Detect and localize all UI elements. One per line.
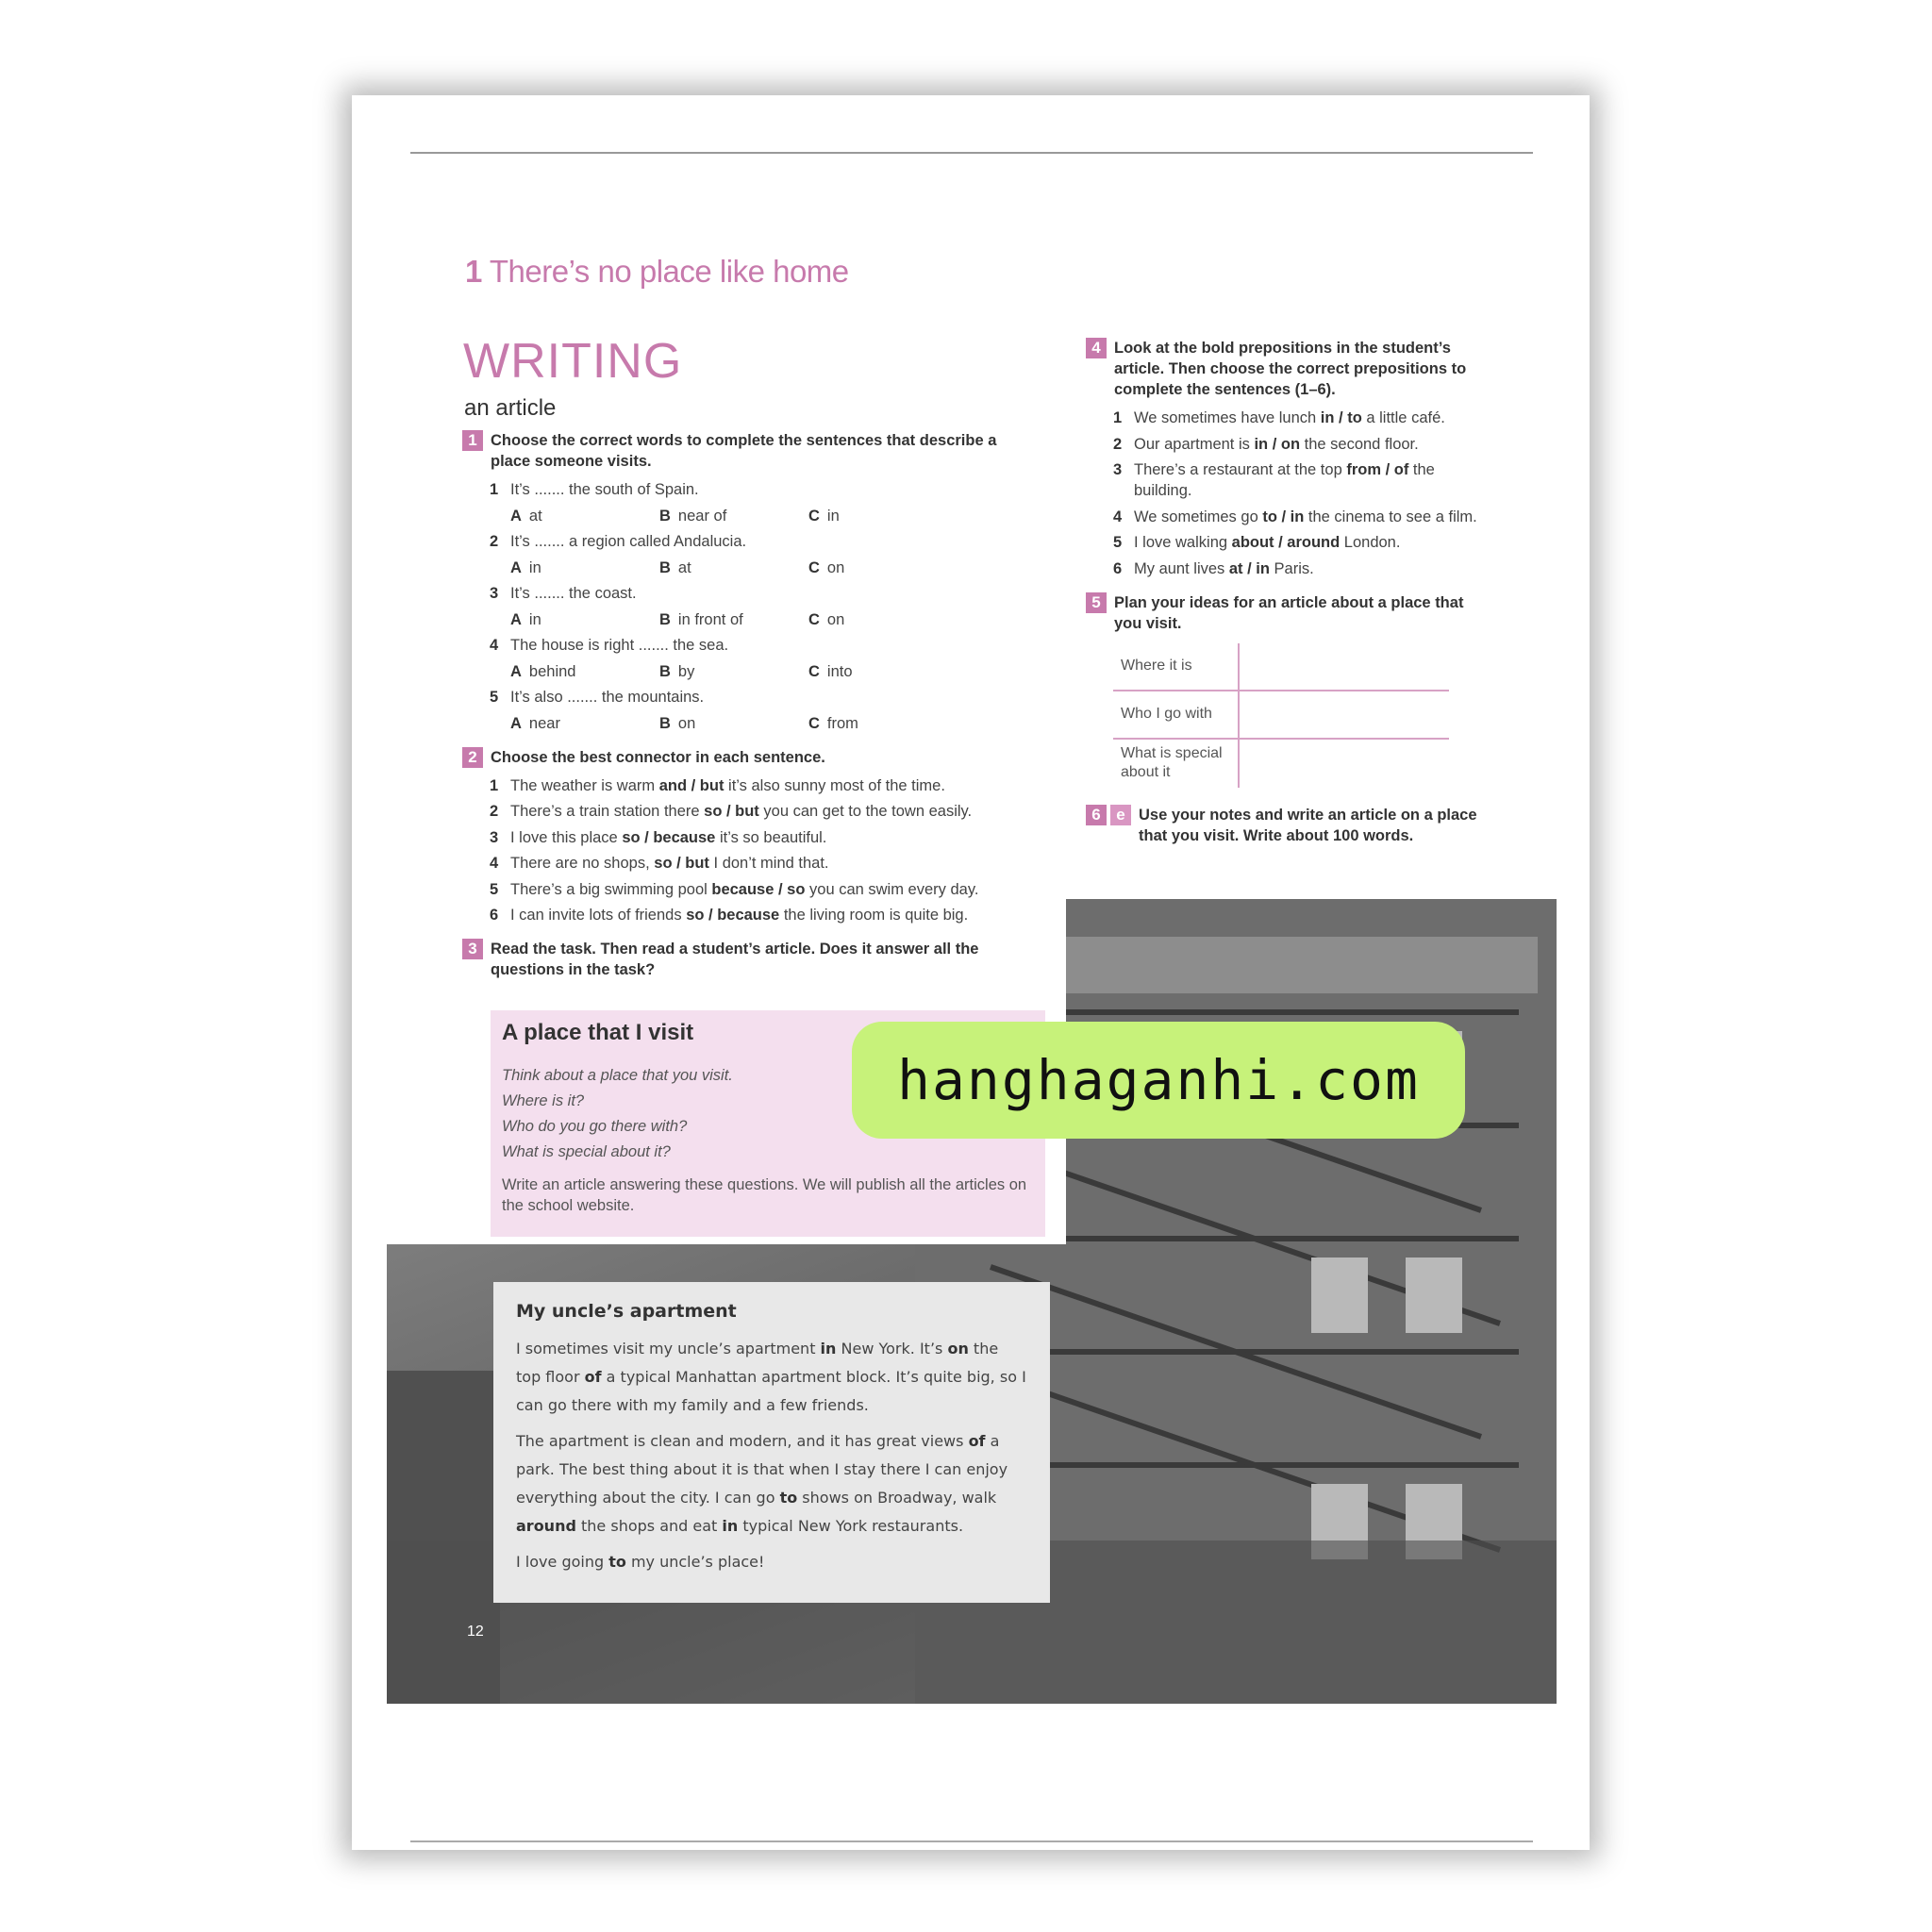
choice-words[interactable]: in / to [1320,409,1362,426]
choice-words[interactable]: to / in [1262,508,1305,525]
article-paragraph: The apartment is clean and modern, and it has great views of a park. The best thing about it is that when I stay there I can enjoy everything about the city. I can go to shows on Broadway, walk around the shops and eat in typical New York restaurants. [516,1432,1008,1535]
exercise-5 [1086,592,1482,788]
answer-option[interactable] [510,506,659,526]
task-instruction: Write an article answering these questions. We will publish all the articles on the school website. [502,1176,1027,1214]
answer-option[interactable] [510,661,659,682]
choice-words[interactable]: at / in [1228,559,1270,577]
sentence-row [1113,558,1482,579]
exercise-6 [1086,805,1482,846]
item-number: 4 [490,855,499,872]
item-number: 1 [490,776,499,794]
answer-option[interactable] [808,661,958,682]
exercise-5-instruction: Plan your ideas for an article about a place that you visit. [1114,593,1464,632]
bold-preposition: in [722,1517,739,1535]
option-letter: B [659,507,671,525]
option-text: near of [677,507,727,525]
option-text: on [826,610,845,628]
option-letter: B [659,714,671,732]
exercise-number-4: 4 [1086,338,1107,358]
sentence-text: There are no shops, so / but I don’t mind that. [510,855,829,872]
plan-table [1113,643,1449,788]
sentence-row [1113,507,1482,527]
task-question: What is special about it? [502,1143,671,1160]
plan-label: Who I go with [1113,691,1240,738]
option-text: near [528,714,560,732]
plan-row [1113,691,1449,740]
answer-options [490,506,1009,526]
choice-words[interactable]: about / around [1231,534,1341,551]
option-letter: A [510,662,522,680]
option-text: on [677,714,696,732]
question-row [490,583,1009,604]
answer-option[interactable] [659,661,808,682]
item-number: 4 [490,637,499,654]
sentence-text: The weather is warm and / but it’s also sunny most of the time. [510,776,945,794]
item-number: 3 [490,828,499,846]
sentence-row [490,879,1009,900]
section-title: WRITING [463,334,683,389]
section-subtitle: an article [464,395,557,421]
answer-option[interactable] [659,506,808,526]
article-paragraph: I sometimes visit my uncle’s apartment in New York. It’s on the top floor of a typical Manhattan apartment block. It’s quite big, so I can go there with my family and a few friends. [516,1340,1026,1414]
plan-answer-cell[interactable] [1240,691,1449,738]
item-text: It’s ....... the coast. [510,585,637,602]
unit-number: 1 [465,254,482,289]
bold-preposition: around [516,1517,576,1535]
option-text: on [826,558,845,576]
bold-preposition: to [608,1553,626,1571]
answer-option[interactable] [659,609,808,630]
sentence-row [490,905,1009,925]
item-number: 1 [490,481,499,498]
exercise-2-items [462,775,1009,926]
sentence-text: We sometimes have lunch in / to a little café. [1134,409,1445,426]
sentence-text: I love this place so / because it’s so beautiful. [510,828,827,846]
sentence-text: There’s a train station there so / but you can get to the town easily. [510,803,973,820]
article-title: My uncle’s apartment [516,1301,737,1322]
option-letter: A [510,714,522,732]
sentence-text: There’s a big swimming pool because / so you can swim every day. [510,880,979,898]
exercise-1-items [462,479,1009,734]
task-question: Who do you go there with? [502,1118,688,1135]
item-number: 6 [1113,559,1123,577]
option-letter: A [510,610,522,628]
item-number: 2 [1113,435,1123,453]
item-number: 2 [490,803,499,820]
exercise-3 [462,939,1009,980]
sentence-row [1113,459,1482,501]
option-letter: C [808,507,820,525]
answer-option[interactable] [808,609,958,630]
sentence-row [490,827,1009,848]
e-workbook-badge: e [1110,805,1131,825]
option-letter: C [808,662,820,680]
student-article [493,1282,1050,1603]
exercise-number-6: 6 [1086,805,1107,825]
answer-options [490,661,1009,682]
option-text: in [528,558,541,576]
item-number: 4 [1113,508,1123,525]
item-text: It’s also ....... the mountains. [510,689,705,706]
question-row [490,479,1009,500]
exercise-1 [462,430,1009,734]
answer-option[interactable] [808,558,958,578]
choice-words[interactable]: so / because [622,828,716,846]
plan-answer-cell[interactable] [1240,740,1449,788]
option-letter: B [659,662,671,680]
sentence-text: My aunt lives at / in Paris. [1134,559,1314,577]
plan-row [1113,643,1449,691]
item-number: 3 [490,585,499,602]
choice-words[interactable]: in / on [1254,435,1301,453]
answer-option[interactable] [808,506,958,526]
option-text: at [677,558,691,576]
plan-answer-cell[interactable] [1240,643,1449,690]
option-text: by [677,662,695,680]
item-number: 2 [490,533,499,550]
option-text: into [826,662,853,680]
workbook-page [352,95,1590,1850]
option-letter: C [808,610,820,628]
answer-options [490,558,1009,578]
option-text: from [826,714,858,732]
task-title: A place that I visit [502,1020,694,1045]
sentence-row [1113,434,1482,455]
item-number: 1 [1113,409,1123,426]
option-text: at [528,507,542,525]
page-number: 12 [467,1624,484,1640]
sentence-row [1113,532,1482,553]
exercise-number-2: 2 [462,747,483,768]
exercise-4-items [1086,408,1482,579]
exercise-number-3: 3 [462,939,483,959]
option-letter: C [808,714,820,732]
item-number: 5 [490,880,499,898]
answer-option[interactable] [510,609,659,630]
choice-words[interactable]: so / but [654,855,709,872]
answer-option[interactable] [808,713,958,734]
item-text: The house is right ....... the sea. [510,637,729,654]
task-question: Where is it? [502,1092,585,1109]
bold-preposition: to [779,1489,798,1507]
item-text: It’s ....... the south of Spain. [510,481,699,498]
sentence-text: Our apartment is in / on the second floor. [1134,435,1419,453]
item-number: 3 [1113,461,1123,478]
sentence-row [490,775,1009,796]
item-number: 5 [490,689,499,706]
exercise-4 [1086,338,1482,579]
option-letter: C [808,558,820,576]
option-text: in [826,507,840,525]
exercise-1-instruction: Choose the correct words to complete the sentences that describe a place someone visits. [491,432,997,470]
exercise-6-instruction: Use your notes and write an article on a place that you visit. Write about 100 words. [1139,806,1477,844]
option-text: behind [528,662,576,680]
sentence-row [490,853,1009,874]
exercise-2-instruction: Choose the best connector in each sentence. [491,748,825,766]
bold-preposition: of [968,1432,986,1450]
sentence-text: I can invite lots of friends so / because the living room is quite big. [510,907,969,924]
unit-title [465,254,849,290]
task-question: Think about a place that you visit. [502,1067,733,1084]
answer-option[interactable] [510,713,659,734]
option-text: in [528,610,541,628]
question-row [490,531,1009,552]
option-letter: A [510,507,522,525]
answer-option[interactable] [659,558,808,578]
question-row [490,687,1009,708]
choice-words[interactable]: from / of [1346,461,1409,478]
item-number: 5 [1113,534,1123,551]
sentence-text: There’s a restaurant at the top from / of the building. [1134,461,1435,499]
right-column [1086,338,1482,854]
left-column [462,430,1009,988]
sentence-text: I love walking about / around London. [1134,534,1401,551]
bold-preposition: in [820,1340,837,1357]
article-paragraph: I love going to my uncle’s place! [516,1553,765,1571]
choice-words[interactable]: because / so [711,880,806,898]
choice-words[interactable]: so / because [686,907,780,924]
option-letter: B [659,558,671,576]
answer-option[interactable] [510,558,659,578]
sentence-text: We sometimes go to / in the cinema to see a film. [1134,508,1477,525]
bold-preposition: of [584,1368,602,1386]
item-text: It’s ....... a region called Andalucia. [510,533,747,550]
exercise-number-1: 1 [462,430,483,451]
exercise-3-instruction: Read the task. Then read a student’s article. Does it answer all the questions in the task? [491,941,979,978]
bottom-rule [410,1840,1533,1842]
plan-label: Where it is [1113,643,1240,690]
choice-words[interactable]: so / but [704,803,759,820]
choice-words[interactable]: and / but [658,776,724,794]
bold-preposition: on [947,1340,969,1357]
watermark-banner: hanghaganhi.com [852,1022,1465,1139]
plan-label: What is special about it [1113,740,1240,788]
sentence-row [1113,408,1482,428]
answer-options [490,609,1009,630]
unit-title-text: There’s no place like home [489,254,849,289]
option-letter: B [659,610,671,628]
plan-row [1113,740,1449,788]
exercise-number-5: 5 [1086,592,1107,613]
exercise-2 [462,747,1009,926]
sentence-row [490,801,1009,822]
item-number: 6 [490,907,499,924]
answer-option[interactable] [659,713,808,734]
top-rule [410,152,1533,154]
question-row [490,635,1009,656]
option-letter: A [510,558,522,576]
exercise-4-instruction: Look at the bold prepositions in the student’s article. Then choose the correct prepositions to complete the sentences (1–6). [1114,340,1467,398]
option-text: in front of [677,610,743,628]
answer-options [490,713,1009,734]
